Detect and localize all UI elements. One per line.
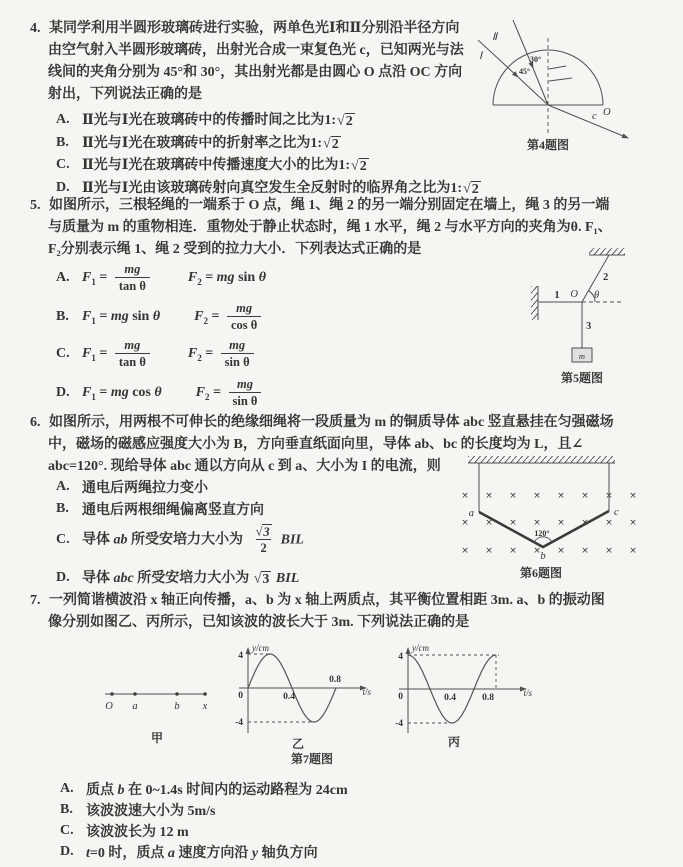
tick-zero: 0 [238, 691, 243, 701]
svg-text:×: × [485, 518, 493, 528]
q4-number: 4. [30, 21, 41, 36]
exit-ray-c [548, 105, 628, 138]
q7-option-d [60, 840, 318, 864]
q6-figure-conductor [448, 452, 653, 584]
q7-stem-line-1 [30, 591, 605, 611]
tick-08: 0.8 [329, 675, 341, 685]
q5-stem-text-1: 如图所示，三根轻绳的一端系于 O 点，绳 1、绳 2 的另一端分别固定在墙上，绳 3 的另一端 [49, 198, 610, 213]
q7-figure-jia [95, 678, 225, 748]
option-text: $F_1$ = $\frac{mg}{\text{tan θ}}$ $F_2$ = mg sin θ [82, 262, 266, 293]
ray-ii-label: Ⅱ [492, 32, 498, 43]
exit-c-label: c [592, 111, 597, 122]
option-label: B. [56, 501, 69, 516]
q6-figure-caption: 第6题图 [519, 566, 563, 580]
option-text: $F_1$ = $\frac{mg}{\text{tan θ}}$ $F_2$ = $\frac{mg}{\text{sin θ}}$ [82, 338, 258, 370]
q5-option-c [56, 332, 258, 376]
svg-text:×: × [509, 491, 517, 501]
option-label: C. [56, 346, 70, 361]
svg-text:×: × [629, 491, 637, 501]
q6-stem-line-2: 中，磁场的磁感应强度大小为 B，方向垂直纸面向里，导体 ab、bc 的长度均为 L，且∠ [48, 437, 584, 452]
option-text: 导体 ab 所受安培力大小为 √ 3 2 BIL [82, 524, 304, 556]
svg-text:×: × [605, 546, 613, 556]
q4-option-c [56, 153, 370, 177]
tick-04: 0.4 [283, 692, 295, 702]
option-label: C. [60, 823, 74, 838]
ray-i-tail [518, 77, 548, 105]
q5-option-d [56, 371, 265, 415]
label-c: c [614, 507, 619, 518]
q6-option-a [56, 475, 208, 499]
q5-figure-caption: 第5题图 [560, 371, 604, 385]
svg-text:×: × [533, 491, 541, 501]
tick-04: 0.4 [444, 693, 456, 703]
wall-hatch [531, 286, 538, 320]
y-axis-label: y/cm [252, 643, 269, 653]
yi-caption: 乙 [291, 737, 305, 751]
svg-text:×: × [461, 518, 469, 528]
q4-stem-line-4: 射出，下列说法正确的是 [48, 87, 202, 102]
q4-stem-line-3: 线间的夹角分别为 45°和 30°，其出射光都是由圆心 O 点沿 OC 方向 [48, 65, 463, 80]
option-label: C. [56, 532, 70, 547]
q5-stem-line-1 [30, 196, 609, 216]
origin-label: O [105, 701, 113, 712]
option-text: 质点 b 在 0~1.4s 时间内的运动路程为 24cm [86, 783, 348, 798]
field-into-page-markers [461, 491, 637, 556]
option-text: 该波波长为 12 m [86, 825, 189, 840]
svg-text:×: × [533, 546, 541, 556]
svg-text:×: × [509, 518, 517, 528]
svg-text:×: × [629, 518, 637, 528]
svg-text:×: × [581, 518, 589, 528]
option-text: 通电后两根细绳偏离竖直方向 [82, 503, 264, 518]
option-label: A. [56, 112, 70, 127]
ceiling-hatch [589, 248, 625, 255]
bing-caption: 丙 [447, 735, 461, 749]
q6-option-c [56, 518, 304, 562]
point-a-dot [133, 692, 137, 696]
y-axis-label: y/cm [412, 643, 429, 653]
svg-text:×: × [557, 546, 565, 556]
q5-number: 5. [30, 198, 41, 213]
angle-30-label: 30° [530, 55, 542, 64]
option-text: $F_1$ = mg sin θ $F_2$ = $\frac{mg}{\text{cos θ}}$ [82, 301, 265, 333]
q4-figure-caption: 第4题图 [526, 138, 570, 152]
option-label: D. [56, 180, 70, 195]
option-text: 通电后两绳拉力变小 [82, 481, 208, 496]
q7-figure-bing-graph [385, 641, 543, 756]
svg-text:×: × [485, 546, 493, 556]
q5-stem-line-3: F₂分别表示绳 1、绳 2 受到的拉力大小．下列表达式正确的是 [48, 242, 422, 257]
svg-text:×: × [485, 491, 493, 501]
rope-3-label: 3 [586, 321, 592, 332]
label-a: a [468, 508, 474, 519]
tick-zero: 0 [398, 692, 403, 702]
point-o-dot [110, 692, 114, 696]
q6-stem-line-3: abc=120°. 现给导体 abc 通以方向从 c 到 a、大小为 I 的电流，则 [48, 459, 441, 474]
svg-text:×: × [581, 546, 589, 556]
svg-text:×: × [461, 491, 469, 501]
q7-stem-text-1: 一列简谐横波沿 x 轴正向传播，a、b 为 x 轴上两质点，其平衡位置相距 3m. a、b 的振动图 [49, 593, 605, 608]
q5-figure-ropes [515, 242, 665, 390]
option-label: D. [56, 570, 70, 585]
tick-minus4: -4 [395, 719, 403, 729]
a-label: a [132, 701, 138, 712]
center-o-label: O [603, 107, 611, 118]
q7-number: 7. [30, 593, 41, 608]
tick-plus4: 4 [238, 651, 243, 661]
q5-option-a [56, 256, 266, 300]
b-label: b [174, 701, 180, 712]
q4-option-b [56, 131, 342, 155]
option-label: B. [60, 802, 73, 817]
option-text: $F_1$ = mg cos θ $F_2$ = $\frac{mg}{\text{sin θ}}$ [82, 377, 265, 409]
option-text: Ⅱ光与Ⅰ光在玻璃砖中的折射率之比为1: √ 2 [82, 136, 339, 153]
q6-stem-line-1 [30, 413, 614, 433]
tick-08: 0.8 [482, 693, 494, 703]
tick-minus4: -4 [235, 718, 243, 728]
option-label: A. [56, 479, 70, 494]
option-label: D. [56, 385, 70, 400]
angle-45-label: 45° [519, 67, 531, 76]
axis-end-dot [203, 692, 207, 696]
angle-120-label: 120° [534, 529, 550, 538]
point-b-dot [175, 692, 179, 696]
rope-1-label: 1 [554, 290, 560, 301]
q7-stem-line-2: 像分别如图乙、丙所示，已知该波的波长大于 3m. 下列说法正确的是 [48, 615, 470, 630]
jia-caption: 甲 [150, 731, 164, 745]
svg-text:×: × [461, 546, 469, 556]
q7-figure-caption: 第7题图 [290, 752, 333, 766]
tick-plus4: 4 [398, 652, 403, 662]
q4-option-a [56, 108, 356, 132]
svg-text:×: × [605, 518, 613, 528]
q7-figure-yi-graph [225, 641, 383, 756]
theta-label: θ [594, 290, 600, 301]
x-axis-label: x [202, 701, 208, 712]
ray-i [478, 40, 518, 77]
ray-i-label: Ⅰ [479, 51, 483, 62]
q4-figure-glass-brick [470, 8, 660, 160]
option-text: Ⅱ光与Ⅰ光在玻璃砖中传播速度大小的比为1: √ 2 [82, 158, 367, 175]
svg-text:×: × [581, 491, 589, 501]
option-label: A. [56, 270, 70, 285]
q5-stem-line-2: 与质量为 m 的重物相连．重物处于静止状态时，绳 1 水平，绳 2 与水平方向的夹角为θ. F₁、 [48, 220, 612, 235]
q4-stem-line-1 [30, 19, 459, 39]
mass-label: m [578, 351, 586, 361]
svg-text:×: × [533, 518, 541, 528]
svg-text:×: × [629, 546, 637, 556]
option-label: A. [60, 781, 74, 796]
angle-tick-1 [549, 66, 566, 69]
q6-number: 6. [30, 415, 41, 430]
svg-text:×: × [557, 518, 565, 528]
option-label: B. [56, 309, 69, 324]
q4-stem-line-2: 由空气射入半圆形玻璃砖，出射光合成一束复色光 c，已知两光与法 [48, 43, 464, 58]
ray-ii-tail [533, 68, 548, 105]
option-text: t=0 时，质点 a 速度方向沿 y 轴负方向 [86, 846, 318, 861]
option-text: Ⅱ光与Ⅰ光在玻璃砖中的传播时间之比为1: √ 2 [82, 113, 353, 130]
option-label: D. [60, 844, 74, 859]
ceiling-hatch [468, 456, 615, 463]
option-label: B. [56, 135, 69, 150]
option-label: C. [56, 157, 70, 172]
rope-2-label: 2 [603, 272, 609, 283]
svg-text:×: × [557, 491, 565, 501]
point-o-label: O [570, 289, 578, 300]
label-b: b [540, 551, 546, 562]
svg-text:×: × [509, 546, 517, 556]
q6-option-d [56, 566, 299, 590]
option-text: 导体 abc 所受安培力大小为 √ 3 BIL [82, 571, 300, 588]
t-axis-label: t/s [362, 687, 371, 697]
q6-stem-text-1: 如图所示，用两根不可伸长的绝缘细绳将一段质量为 m 的铜质导体 abc 竖直悬挂在匀强磁场 [49, 415, 614, 430]
angle-tick-2 [549, 78, 572, 81]
option-text: 该波波速大小为 5m/s [86, 804, 216, 819]
svg-text:×: × [605, 491, 613, 501]
q4-stem-text-1: 某同学利用半圆形玻璃砖进行实验，两单色光Ⅰ和Ⅱ分别沿半径方向 [49, 21, 460, 36]
t-axis-label: t/s [523, 688, 532, 698]
option-text: Ⅱ光与Ⅰ光由该玻璃砖射向真空发生全反射时的临界角之比为1: √ 2 [82, 181, 479, 198]
